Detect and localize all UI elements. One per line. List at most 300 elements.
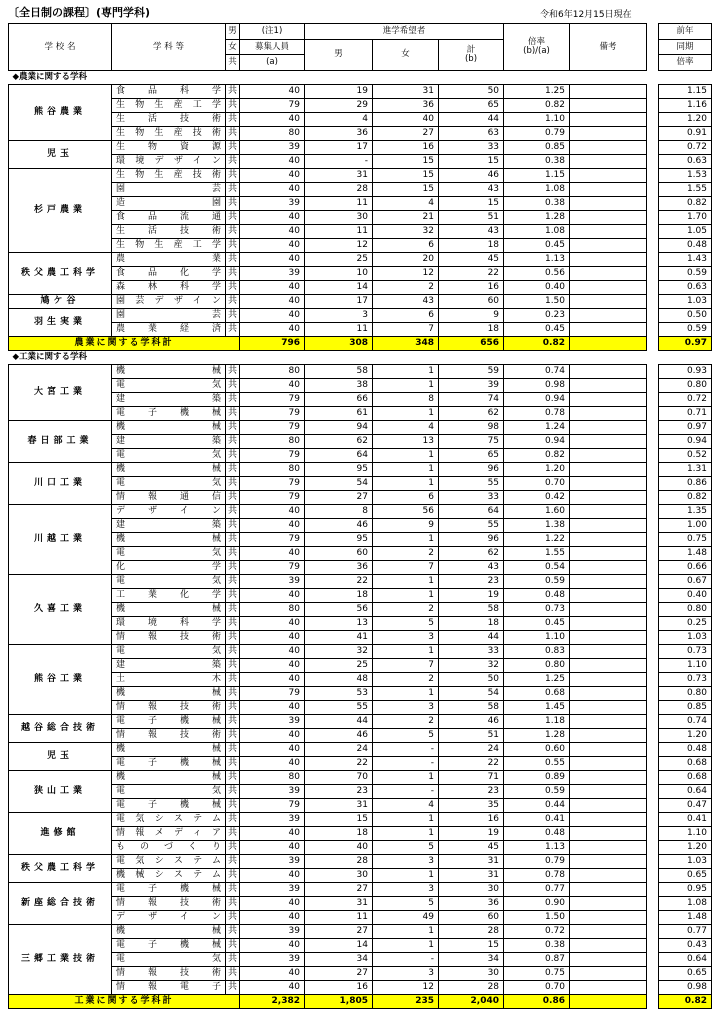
coed-cell: 共: [226, 910, 240, 924]
total-row: [9, 994, 647, 1008]
total-row: [659, 336, 712, 350]
coed-cell: 共: [226, 98, 240, 112]
school-name: 秩父農工科学: [9, 252, 112, 294]
capacity-cell: 79: [240, 392, 305, 406]
dept-name: 生物生産技術: [112, 168, 226, 182]
ratio-cell: 0.44: [504, 798, 570, 812]
total-row: [659, 994, 712, 1008]
table-row: [659, 966, 712, 980]
capacity-cell: 40: [240, 658, 305, 672]
female-cell: 32: [373, 224, 439, 238]
ratio-cell: 0.98: [504, 378, 570, 392]
female-cell: 3: [373, 882, 439, 896]
table-row: [659, 420, 712, 434]
male-cell: 56: [305, 602, 373, 616]
female-cell: 8: [373, 392, 439, 406]
school-name: 進修館: [9, 812, 112, 854]
total-cell: 9: [439, 308, 504, 322]
ratio-cell: 1.13: [504, 840, 570, 854]
dept-name: 電気: [112, 952, 226, 966]
total-cell: 54: [439, 686, 504, 700]
ratio-cell: 0.79: [504, 126, 570, 140]
total-cell: 62: [439, 546, 504, 560]
female-cell: 6: [373, 238, 439, 252]
table-row: [659, 266, 712, 280]
ratio-cell: 0.60: [504, 742, 570, 756]
male-cell: 53: [305, 686, 373, 700]
coed-cell: 共: [226, 658, 240, 672]
prev-ratio-cell: 0.73: [659, 644, 712, 658]
total-cell: 36: [439, 896, 504, 910]
female-cell: 1: [373, 644, 439, 658]
male-cell: 95: [305, 532, 373, 546]
male-cell: 48: [305, 672, 373, 686]
male-cell: 30: [305, 868, 373, 882]
dept-name: 造園: [112, 196, 226, 210]
total-cell: 50: [439, 672, 504, 686]
female-cell: 4: [373, 798, 439, 812]
female-cell: 15: [373, 154, 439, 168]
male-cell: 44: [305, 714, 373, 728]
capacity-cell: 40: [240, 826, 305, 840]
male-cell: 4: [305, 112, 373, 126]
table-row: [659, 490, 712, 504]
table-row: [9, 882, 647, 896]
female-cell: 1: [373, 448, 439, 462]
remarks-cell: [570, 532, 647, 546]
dept-name: 情報技術: [112, 896, 226, 910]
coed-cell: 共: [226, 854, 240, 868]
ratio-cell: 0.38: [504, 154, 570, 168]
total-row: [9, 336, 647, 350]
coed-cell: 共: [226, 826, 240, 840]
school-name: 三郷工業技術: [9, 924, 112, 994]
total-cell: 30: [439, 882, 504, 896]
female-cell: 9: [373, 518, 439, 532]
dept-name: 情報技術: [112, 630, 226, 644]
header-dept: 学 科 等: [112, 24, 226, 71]
remarks-cell: [570, 168, 647, 182]
table-row: [659, 784, 712, 798]
remarks-cell: [570, 406, 647, 420]
ratio-cell: 1.18: [504, 714, 570, 728]
dept-name: 生活技術: [112, 112, 226, 126]
ratio-cell: 0.23: [504, 308, 570, 322]
remarks-cell: [570, 434, 647, 448]
total-cell: 32: [439, 658, 504, 672]
previous-year-table: [658, 23, 712, 1009]
total-ratio: 0.86: [504, 994, 570, 1008]
section-spacer: [659, 350, 712, 364]
total-cell: 71: [439, 770, 504, 784]
ratio-cell: 0.89: [504, 770, 570, 784]
school-name: 熊谷農業: [9, 84, 112, 140]
total-female: 235: [373, 994, 439, 1008]
table-row: [659, 406, 712, 420]
coed-cell: 共: [226, 756, 240, 770]
coed-cell: 共: [226, 504, 240, 518]
dept-name: 建築: [112, 658, 226, 672]
female-cell: 7: [373, 560, 439, 574]
capacity-cell: 39: [240, 140, 305, 154]
prev-ratio-cell: 1.70: [659, 210, 712, 224]
prev-ratio-cell: 1.03: [659, 294, 712, 308]
prev-ratio-cell: 1.10: [659, 826, 712, 840]
total-male: 1,805: [305, 994, 373, 1008]
coed-cell: 共: [226, 112, 240, 126]
coed-cell: 共: [226, 434, 240, 448]
dept-name: 農業: [112, 252, 226, 266]
remarks-cell: [570, 224, 647, 238]
section-spacer: [659, 70, 712, 84]
prev-ratio-cell: 1.20: [659, 840, 712, 854]
table-row: [659, 238, 712, 252]
total-cell: 19: [439, 588, 504, 602]
coed-cell: 共: [226, 840, 240, 854]
prev-ratio-cell: 0.50: [659, 308, 712, 322]
dept-name: 電子機械: [112, 938, 226, 952]
female-cell: 3: [373, 630, 439, 644]
remarks-cell: [570, 756, 647, 770]
remarks-cell: [570, 280, 647, 294]
coed-cell: 共: [226, 168, 240, 182]
remarks-cell: [570, 686, 647, 700]
female-cell: 6: [373, 490, 439, 504]
total-cell: 43: [439, 182, 504, 196]
remarks-cell: [570, 728, 647, 742]
ratio-cell: 0.48: [504, 826, 570, 840]
male-cell: 24: [305, 742, 373, 756]
dept-name: 電気システム: [112, 812, 226, 826]
table-row: [659, 840, 712, 854]
female-cell: 1: [373, 812, 439, 826]
female-cell: 1: [373, 686, 439, 700]
table-row: [659, 532, 712, 546]
male-cell: 46: [305, 518, 373, 532]
female-cell: 1: [373, 826, 439, 840]
capacity-cell: 40: [240, 378, 305, 392]
prev-ratio-cell: 0.64: [659, 952, 712, 966]
capacity-cell: 79: [240, 448, 305, 462]
dept-name: 食品科学: [112, 84, 226, 98]
male-cell: 25: [305, 658, 373, 672]
header-note: (注1): [240, 24, 305, 40]
capacity-cell: 39: [240, 784, 305, 798]
coed-cell: 共: [226, 322, 240, 336]
male-cell: 30: [305, 210, 373, 224]
total-cell: 22: [439, 756, 504, 770]
table-row: [659, 700, 712, 714]
coed-cell: 共: [226, 448, 240, 462]
total-cell: 24: [439, 742, 504, 756]
ratio-cell: 0.45: [504, 616, 570, 630]
female-cell: 40: [373, 112, 439, 126]
remarks-cell: [570, 742, 647, 756]
prev-ratio-cell: 0.80: [659, 686, 712, 700]
remarks-cell: [570, 770, 647, 784]
remarks-cell: [570, 602, 647, 616]
ratio-cell: 0.68: [504, 686, 570, 700]
female-cell: 1: [373, 868, 439, 882]
remarks-cell: [570, 238, 647, 252]
total-cell: 75: [439, 434, 504, 448]
remarks-cell: [570, 210, 647, 224]
total-cell: 62: [439, 406, 504, 420]
male-cell: 10: [305, 266, 373, 280]
remarks-cell: [570, 126, 647, 140]
prev-ratio-cell: 1.05: [659, 224, 712, 238]
dept-name: 情報電子: [112, 980, 226, 994]
table-row: [659, 672, 712, 686]
dept-name: 機械: [112, 420, 226, 434]
total-cell: 51: [439, 728, 504, 742]
capacity-cell: 40: [240, 644, 305, 658]
dept-name: 電気: [112, 784, 226, 798]
capacity-cell: 39: [240, 714, 305, 728]
prev-ratio-cell: 0.74: [659, 714, 712, 728]
male-cell: 23: [305, 784, 373, 798]
capacity-cell: 40: [240, 742, 305, 756]
table-row: [9, 168, 647, 182]
dept-name: 電気: [112, 448, 226, 462]
total-cell: 33: [439, 490, 504, 504]
male-cell: 46: [305, 728, 373, 742]
male-cell: 64: [305, 448, 373, 462]
table-row: [9, 252, 647, 266]
male-cell: 36: [305, 560, 373, 574]
total-cell: 31: [439, 868, 504, 882]
total-cell: 15: [439, 938, 504, 952]
coed-cell: 共: [226, 616, 240, 630]
section-row: [659, 70, 712, 84]
female-cell: -: [373, 742, 439, 756]
header-ratio: [504, 24, 570, 71]
coed-cell: 共: [226, 714, 240, 728]
capacity-cell: 79: [240, 476, 305, 490]
prev-ratio-cell: 0.85: [659, 700, 712, 714]
table-row: [659, 112, 712, 126]
coed-cell: 共: [226, 280, 240, 294]
ratio-cell: 0.55: [504, 756, 570, 770]
remarks-cell: [570, 980, 647, 994]
coed-cell: 共: [226, 224, 240, 238]
ratio-cell: 1.50: [504, 294, 570, 308]
female-cell: 12: [373, 266, 439, 280]
table-row: [9, 462, 647, 476]
coed-cell: 共: [226, 154, 240, 168]
table-row: [659, 910, 712, 924]
coed-cell: 共: [226, 406, 240, 420]
ratio-cell: 1.08: [504, 224, 570, 238]
ratio-cell: 1.55: [504, 546, 570, 560]
table-row: [659, 574, 712, 588]
total-cell: 43: [439, 224, 504, 238]
remarks-cell: [570, 938, 647, 952]
remarks-cell: [570, 252, 647, 266]
ratio-cell: 0.70: [504, 980, 570, 994]
remarks-cell: [570, 644, 647, 658]
prev-ratio-cell: 0.63: [659, 280, 712, 294]
ratio-cell: 0.94: [504, 434, 570, 448]
total-cell: 58: [439, 700, 504, 714]
capacity-cell: 40: [240, 238, 305, 252]
capacity-cell: 40: [240, 210, 305, 224]
capacity-cell: 40: [240, 896, 305, 910]
prev-ratio-cell: 0.86: [659, 476, 712, 490]
table-row: [659, 630, 712, 644]
prev-ratio-cell: 0.59: [659, 266, 712, 280]
female-cell: 4: [373, 420, 439, 434]
female-cell: 1: [373, 938, 439, 952]
ratio-cell: 1.24: [504, 420, 570, 434]
male-cell: 58: [305, 364, 373, 378]
coed-cell: 共: [226, 266, 240, 280]
dept-name: 農業経済: [112, 322, 226, 336]
total-capacity: 796: [240, 336, 305, 350]
remarks-cell: [570, 840, 647, 854]
total-cell: 15: [439, 154, 504, 168]
female-cell: 2: [373, 602, 439, 616]
dept-name: 食品流通: [112, 210, 226, 224]
dept-name: 建築: [112, 392, 226, 406]
remarks-cell: [570, 966, 647, 980]
prev-ratio-cell: 0.48: [659, 238, 712, 252]
dept-name: 園芸: [112, 182, 226, 196]
table-row: [9, 812, 647, 826]
section-row: [9, 70, 647, 84]
total-remarks: [570, 336, 647, 350]
remarks-cell: [570, 308, 647, 322]
ratio-cell: 0.45: [504, 322, 570, 336]
ratio-cell: 0.45: [504, 238, 570, 252]
total-prev-ratio: 0.82: [659, 994, 712, 1008]
female-cell: 1: [373, 770, 439, 784]
capacity-cell: 39: [240, 924, 305, 938]
ratio-cell: 0.90: [504, 896, 570, 910]
header-coed-female: 女: [226, 39, 240, 55]
coed-cell: 共: [226, 308, 240, 322]
coed-cell: 共: [226, 588, 240, 602]
dept-name: 機械: [112, 532, 226, 546]
male-cell: 27: [305, 490, 373, 504]
female-cell: 27: [373, 126, 439, 140]
table-row: [659, 826, 712, 840]
ratio-cell: 1.08: [504, 182, 570, 196]
capacity-cell: 40: [240, 966, 305, 980]
total-cell: 18: [439, 616, 504, 630]
remarks-cell: [570, 896, 647, 910]
capacity-cell: 79: [240, 98, 305, 112]
remarks-cell: [570, 182, 647, 196]
prev-ratio-cell: 1.48: [659, 910, 712, 924]
total-cell: 33: [439, 644, 504, 658]
coed-cell: 共: [226, 896, 240, 910]
capacity-cell: 79: [240, 532, 305, 546]
dept-name: 機械システム: [112, 868, 226, 882]
coed-cell: 共: [226, 798, 240, 812]
header-school: 学 校 名: [9, 24, 112, 71]
school-name: 川口工業: [9, 462, 112, 504]
table-row: [9, 574, 647, 588]
male-cell: 27: [305, 882, 373, 896]
dept-name: 生物生産工学: [112, 238, 226, 252]
coed-cell: 共: [226, 644, 240, 658]
ratio-cell: 0.75: [504, 966, 570, 980]
capacity-cell: 39: [240, 854, 305, 868]
coed-cell: 共: [226, 574, 240, 588]
ratio-cell: 0.80: [504, 658, 570, 672]
dept-name: ものづくり: [112, 840, 226, 854]
coed-cell: 共: [226, 392, 240, 406]
dept-name: デザイン: [112, 504, 226, 518]
male-cell: 15: [305, 812, 373, 826]
capacity-cell: 79: [240, 798, 305, 812]
coed-cell: 共: [226, 518, 240, 532]
capacity-cell: 40: [240, 154, 305, 168]
total-cell: 96: [439, 462, 504, 476]
table-row: [9, 364, 647, 378]
table-row: [659, 546, 712, 560]
ratio-cell: 1.25: [504, 84, 570, 98]
table-row: [9, 644, 647, 658]
female-cell: 7: [373, 658, 439, 672]
capacity-cell: 39: [240, 812, 305, 826]
dept-name: 化学: [112, 560, 226, 574]
total-cell: 19: [439, 826, 504, 840]
total-cell: 46: [439, 714, 504, 728]
table-row: [9, 84, 647, 98]
total-total: 656: [439, 336, 504, 350]
capacity-cell: 40: [240, 840, 305, 854]
ratio-cell: 0.48: [504, 588, 570, 602]
male-cell: 8: [305, 504, 373, 518]
total-ratio: 0.82: [504, 336, 570, 350]
ratio-cell: 0.38: [504, 196, 570, 210]
prev-ratio-cell: 0.80: [659, 602, 712, 616]
dept-name: 情報技術: [112, 966, 226, 980]
coed-cell: 共: [226, 742, 240, 756]
prev-ratio-cell: 0.47: [659, 798, 712, 812]
capacity-cell: 80: [240, 434, 305, 448]
male-cell: 11: [305, 224, 373, 238]
male-cell: 54: [305, 476, 373, 490]
total-cell: 98: [439, 420, 504, 434]
school-name: 久喜工業: [9, 574, 112, 644]
remarks-cell: [570, 588, 647, 602]
report-date: 令和6年12月15日現在: [540, 10, 632, 20]
capacity-cell: 40: [240, 84, 305, 98]
total-cell: 44: [439, 630, 504, 644]
remarks-cell: [570, 616, 647, 630]
male-cell: 31: [305, 168, 373, 182]
total-cell: 51: [439, 210, 504, 224]
male-cell: 13: [305, 616, 373, 630]
male-cell: 28: [305, 182, 373, 196]
table-row: [659, 378, 712, 392]
ratio-cell: 1.22: [504, 532, 570, 546]
female-cell: 4: [373, 196, 439, 210]
ratio-cell: 0.56: [504, 266, 570, 280]
school-name: 新座総合技術: [9, 882, 112, 924]
capacity-cell: 40: [240, 294, 305, 308]
prev-ratio-cell: 1.48: [659, 546, 712, 560]
ratio-cell: 1.13: [504, 252, 570, 266]
coed-cell: 共: [226, 476, 240, 490]
prev-ratio-cell: 0.73: [659, 672, 712, 686]
dept-name: 工業化学: [112, 588, 226, 602]
total-cell: 28: [439, 980, 504, 994]
header-capacity-a: (a): [240, 55, 305, 71]
